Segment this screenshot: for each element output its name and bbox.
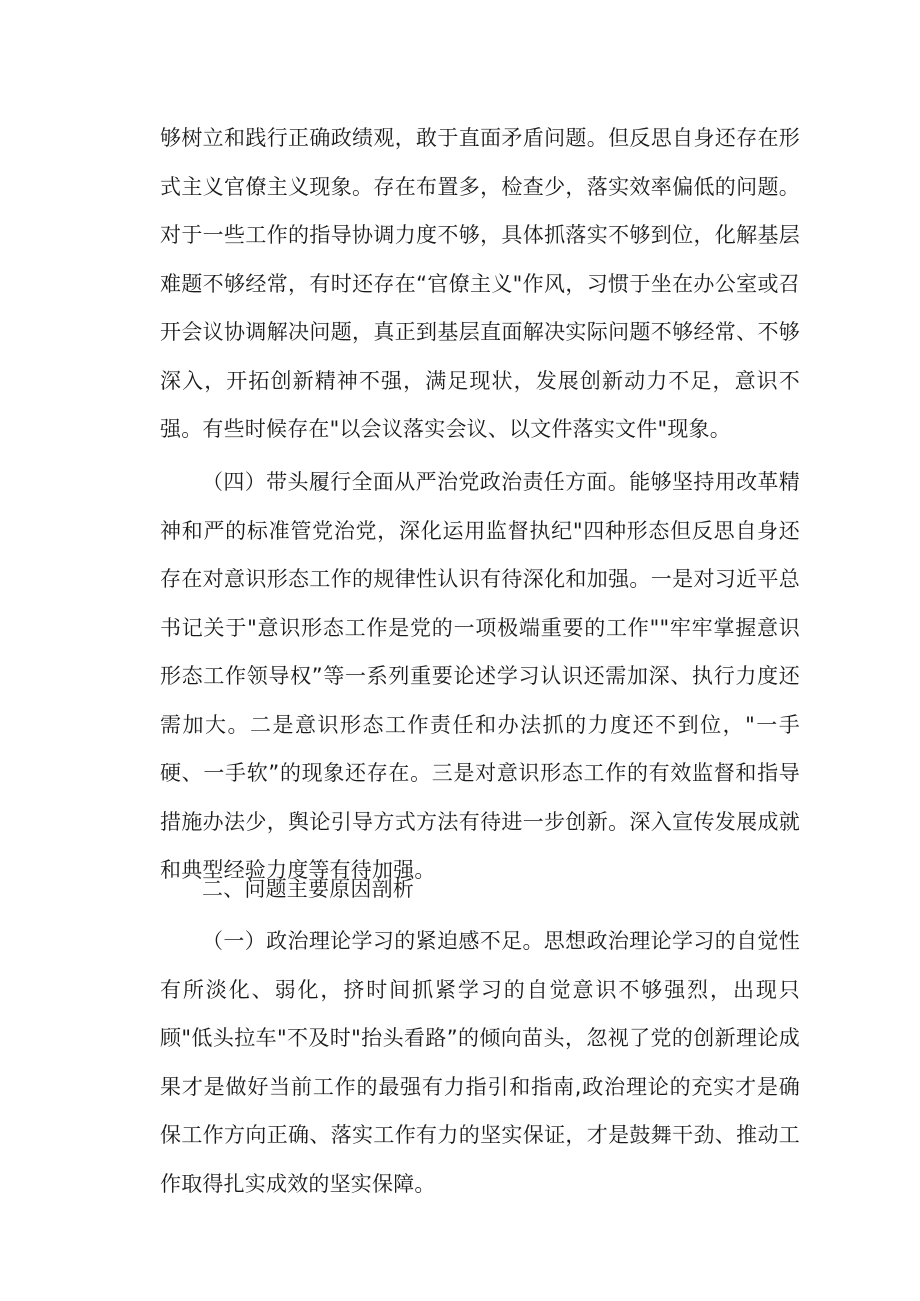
paragraph-block-party-governance	[160, 458, 800, 895]
section-heading-block	[160, 865, 800, 914]
paragraph-block-continuation	[160, 114, 800, 454]
paragraph-theory-study: （一）政治理论学习的紧迫感不足。思想政治理论学习的自觉性有所淡化、弱化，挤时间抓紧学习的自觉意识不够强烈，出现只顾"低头拉车"不及时"抬头看路”的倾向苗头，忽视了党的创新理论成果才是做好当前工作的最强有力指引和指南,政治理论的充实才是确保工作方向正确、落实工作有力的坚实保证，才是鼓舞干劲、推动工作取得扎实成效的坚实保障。	[160, 929, 800, 1196]
paragraph-block-theory-study	[160, 917, 800, 1208]
paragraph-continuation: 够树立和践行正确政绩观，敢于直面矛盾问题。但反思自身还存在形式主义官僚主义现象。存在布置多，检查少，落实效率偏低的问题。对于一些工作的指导协调力度不够，具体抓落实不够到位，化解基层难题不够经常，有时还存在“官僚主义"作风，习惯于坐在办公室或召开会议协调解决问题，真正到基层直面解决实际问题不够经常、不够深入，开拓创新精神不强，满足现状，发展创新动力不足，意识不强。有些时候存在"以会议落实会议、以文件落实文件"现象。	[160, 126, 800, 441]
paragraph-party-governance: （四）带头履行全面从严治党政治责任方面。能够坚持用改革精神和严的标准管党治党，深化运用监督执纪"四种形态但反思自身还存在对意识形态工作的规律性认识有待深化和加强。一是对习近平总书记关于"意识形态工作是党的一项极端重要的工作""牢牢掌握意识形态工作领导权”等一系列重要论述学习认识还需加深、执行力度还需加大。二是意识形态工作责任和办法抓的力度还不到位，"一手硬、一手软”的现象还存在。三是对意识形态工作的有效监督和指导措施办法少，舆论引导方式方法有待进一步创新。深入宣传发展成就和典型经验力度等有待加强。	[160, 470, 800, 882]
section-heading-cause-analysis: 二、问题主要原因剖析	[202, 877, 414, 901]
